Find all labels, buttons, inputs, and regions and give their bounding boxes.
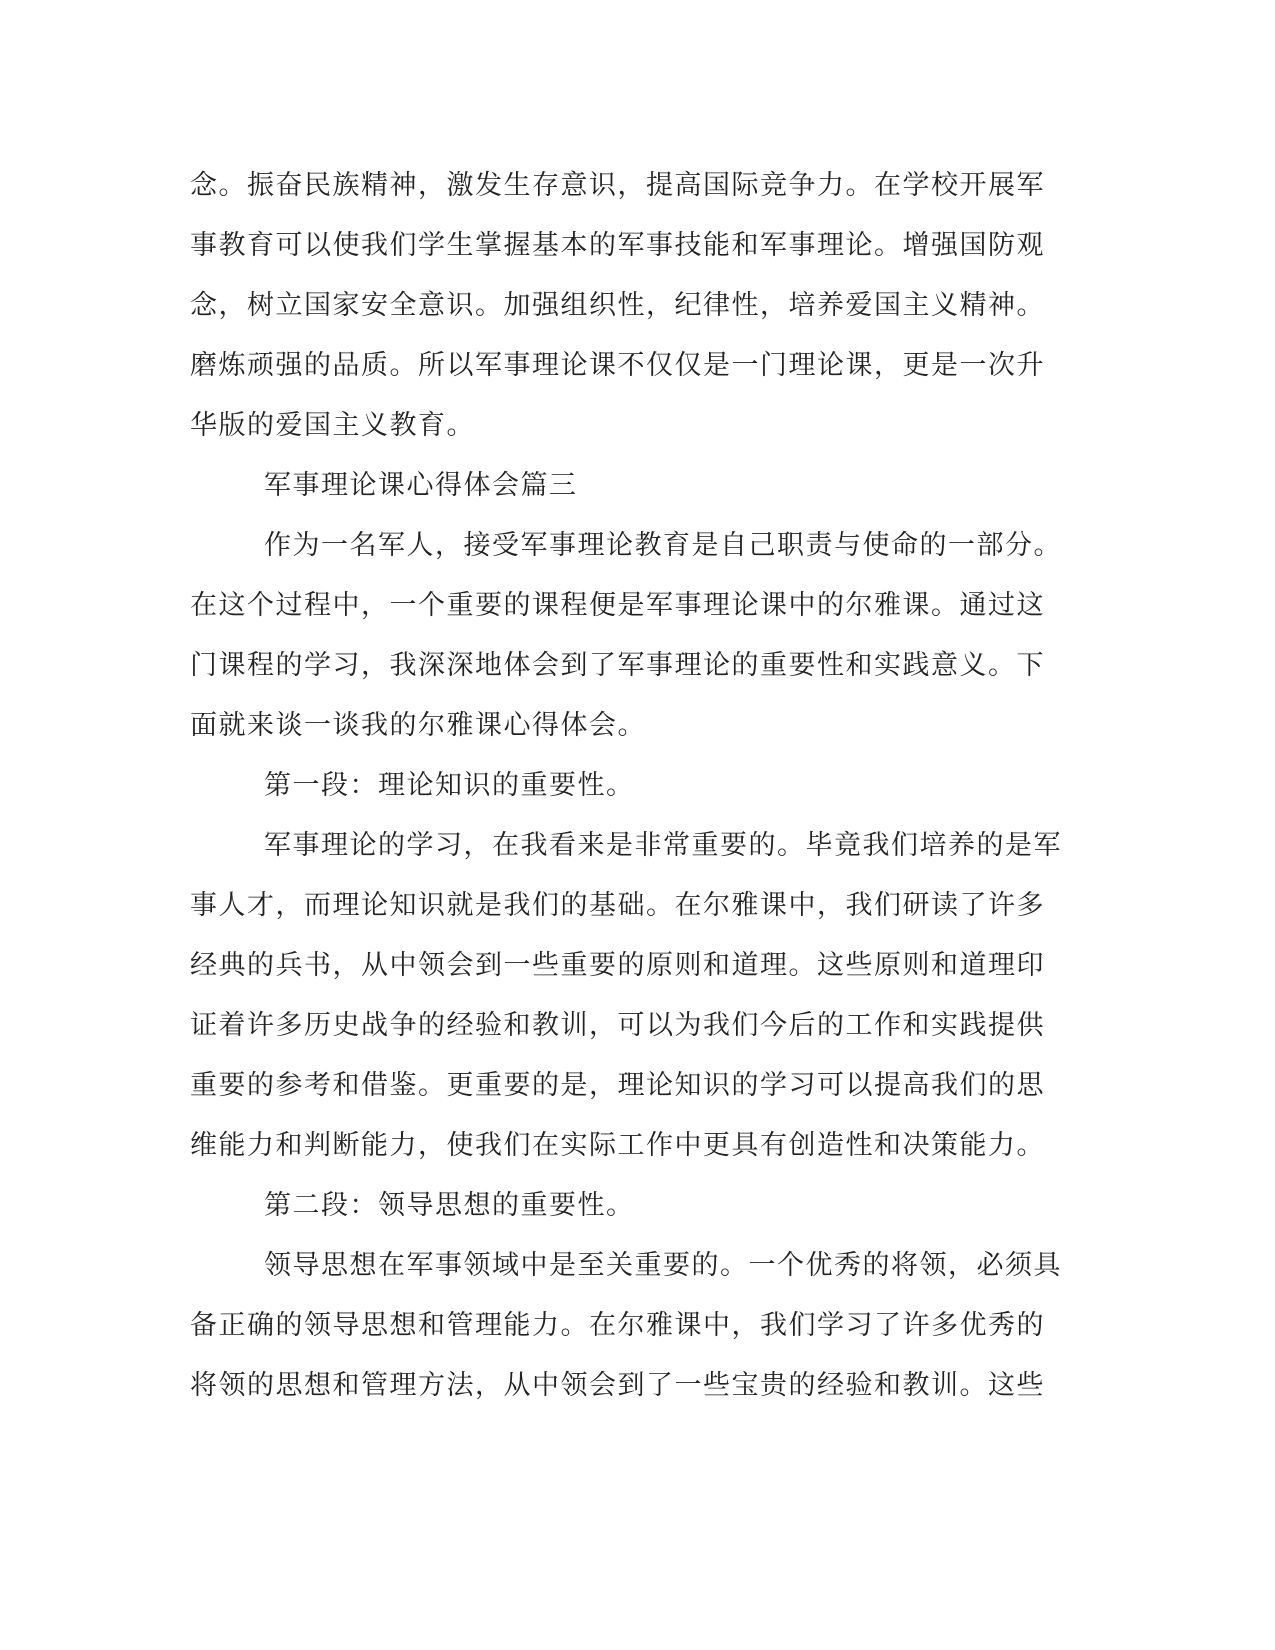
text-line: 事人才，而理论知识就是我们的基础。在尔雅课中，我们研读了许多 — [190, 890, 1045, 921]
text-line: 经典的兵书，从中领会到一些重要的原则和道理。这些原则和道理印 — [190, 950, 1045, 981]
text-line: 念，树立国家安全意识。加强组织性，纪律性，培养爱国主义精神。 — [190, 290, 1045, 321]
paragraph-first-line: 领导思想在军事领域中是至关重要的。一个优秀的将领，必须具 — [264, 1250, 1062, 1281]
paragraph-first-line: 军事理论的学习，在我看来是非常重要的。毕竟我们培养的是军 — [264, 830, 1062, 861]
text-line: 念。振奋民族精神，激发生存意识，提高国际竞争力。在学校开展军 — [190, 170, 1045, 201]
text-line: 华版的爱国主义教育。 — [190, 410, 475, 441]
document-body — [190, 156, 1085, 1416]
text-line: 备正确的领导思想和管理能力。在尔雅课中，我们学习了许多优秀的 — [190, 1310, 1045, 1341]
subsection-heading: 第一段：理论知识的重要性。 — [264, 770, 635, 801]
text-line: 在这个过程中，一个重要的课程便是军事理论课中的尔雅课。通过这 — [190, 590, 1045, 621]
text-line: 证着许多历史战争的经验和教训，可以为我们今后的工作和实践提供 — [190, 1010, 1045, 1041]
subsection-heading: 第二段：领导思想的重要性。 — [264, 1190, 635, 1221]
text-line: 重要的参考和借鉴。更重要的是，理论知识的学习可以提高我们的思 — [190, 1070, 1045, 1101]
text-line: 门课程的学习，我深深地体会到了军事理论的重要性和实践意义。下 — [190, 650, 1045, 681]
section-heading: 军事理论课心得体会篇三 — [264, 470, 578, 501]
text-line: 事教育可以使我们学生掌握基本的军事技能和军事理论。增强国防观 — [190, 230, 1045, 261]
text-line: 磨炼顽强的品质。所以军事理论课不仅仅是一门理论课，更是一次升 — [190, 350, 1045, 381]
text-line: 维能力和判断能力，使我们在实际工作中更具有创造性和决策能力。 — [190, 1130, 1045, 1161]
text-line: 面就来谈一谈我的尔雅课心得体会。 — [190, 710, 646, 741]
paragraph-first-line: 作为一名军人，接受军事理论教育是自己职责与使命的一部分。 — [264, 530, 1062, 561]
text-line: 将领的思想和管理方法，从中领会到了一些宝贵的经验和教训。这些 — [190, 1370, 1045, 1401]
